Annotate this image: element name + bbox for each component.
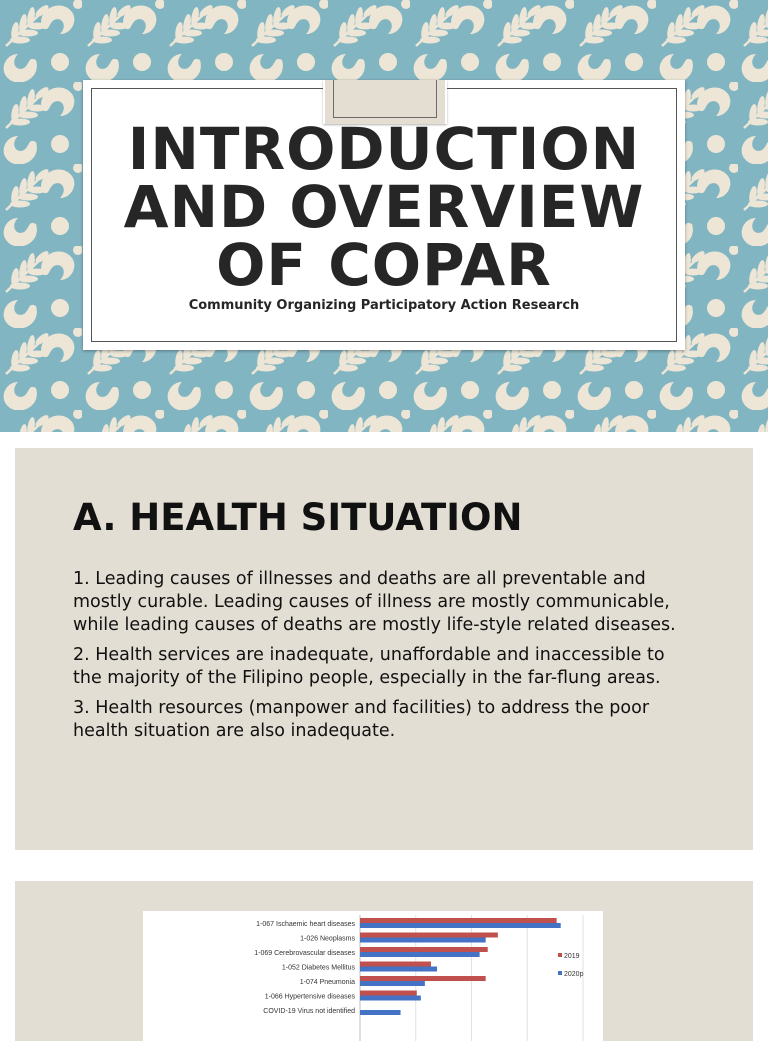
chart-category-label: 1-026 Neoplasms [300, 935, 355, 943]
chart-bar-2020p [360, 996, 421, 1001]
chart-bar-2020p [360, 1010, 401, 1015]
chart-bar-2020p [360, 923, 561, 928]
section-heading: A. HEALTH SITUATION [73, 496, 523, 539]
chart-legend-swatch [558, 953, 562, 957]
chart-bar-2020p [360, 952, 480, 957]
chart-bar-2019 [360, 947, 488, 952]
chart-category-label: 1-052 Diabetes Mellitus [281, 964, 355, 972]
chart-category-label: 1-066 Hypertensive diseases [264, 993, 355, 1001]
slide-title-line-3: OF COPAR [216, 231, 552, 299]
list-item: 3. Health resources (manpower and facilities) to address the poor health situation are also inadequate. [73, 698, 650, 741]
chart-image [143, 911, 603, 1041]
chart-bar-2020p [360, 981, 425, 986]
health-situation-slide [15, 448, 753, 850]
chart-bar-2020p [360, 967, 437, 972]
chart-slide [15, 881, 753, 1041]
chart-bar-2019 [360, 933, 498, 938]
chart-category-label: 1-069 Cerebrovascular diseases [254, 950, 355, 957]
chart-legend-swatch [558, 971, 562, 975]
chart-bar-2019 [360, 962, 431, 967]
chart-bar-2019 [360, 976, 486, 981]
slide-subtitle: Community Organizing Participatory Action Research [188, 298, 580, 313]
slide-title-line-1: INTRODUCTION [127, 115, 641, 183]
slide-title [83, 115, 685, 299]
chart-legend-label: 2019 [564, 953, 580, 960]
slide-title-line-2: AND OVERVIEW [123, 173, 645, 241]
chart-category-label: 1-067 Ischaemic heart diseases [256, 921, 355, 928]
list-item: 2. Health services are inadequate, unaffordable and inaccessible to the majority of the Filipino people, especially in the far-flung areas. [73, 645, 665, 688]
chart-bar-2019 [360, 918, 557, 923]
chart-category-label: 1-074 Pneumonia [299, 979, 355, 986]
chart-bar-2019 [360, 991, 417, 996]
chart-category-label: COVID-19 Virus not identified [263, 1008, 355, 1015]
title-card-tab-border [333, 80, 437, 118]
list-item: 1. Leading causes of illnesses and deaths are all preventable and mostly curable. Leading causes of illness are mostly communicable, while leading causes of deaths are mostly life-style related diseases. [73, 569, 676, 635]
chart-bar-2020p [360, 938, 486, 943]
causes-of-death-chart [143, 911, 603, 1041]
title-slide [0, 0, 768, 432]
chart-legend-label: 2020p [564, 971, 584, 978]
point-list [73, 568, 693, 750]
